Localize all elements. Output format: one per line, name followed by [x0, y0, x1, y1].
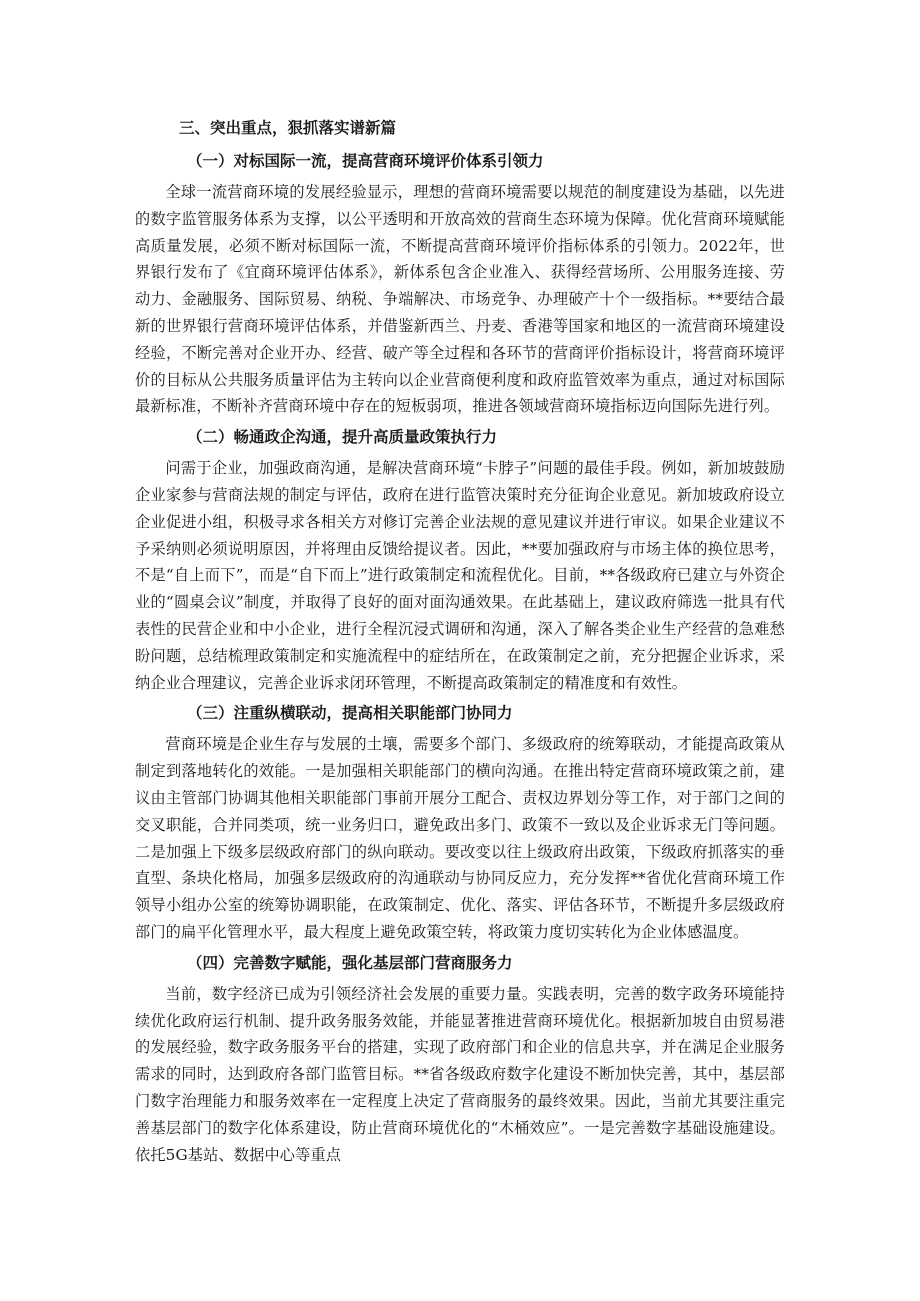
- subsection-2-title: （二）畅通政企沟通，提升高质量政策执行力: [187, 428, 498, 447]
- subsection-1-paragraph: 全球一流营商环境的发展经验显示，理想的营商环境需要以规范的制度建设为基础，以先进的数字监管服务体系为支撑，以公平透明和开放高效的营商生态环境为保障。优化营商环境赋能高质量发展，必须不断对标国际一流，不断提高营商环境评价指标体系的引领力。2022年，世界银行发布了《宜商环境评估体系》，新体系包含企业准入、获得经营场所、公用服务连接、劳动力、金融服务、国际贸易、纳税、争端解决、市场竞争、办理破产十个一级指标。**要结合最新的世界银行营商环境评估体系，并借鉴新西兰、丹麦、香港等国家和地区的一流营商环境建设经验，不断完善对企业开办、经营、破产等全过程和各环节的营商评价指标设计，将营商环境评价的目标从公共服务质量评估为主转向以企业营商便利度和政府监管效率为重点，通过对标国际最新标准，不断补齐营商环境中存在的短板弱项，推进各领域营商环境指标迈向国际先进行列。: [135, 183, 785, 416]
- subsection-1-title: （一）对标国际一流，提高营商环境评价体系引领力: [187, 152, 544, 170]
- section-title: 三、突出重点，狠抓落实谱新篇: [179, 119, 397, 137]
- subsection-4-paragraph: 当前，数字经济已成为引领经济社会发展的重要力量。实践表明，完善的数字政务环境能持续优化政府运行机制、提升政务服务效能，并能显著推进营商环境优化。根据新加坡自由贸易港的发展经验，数字政务服务平台的搭建，实现了政府部门和企业的信息共享，并在满足企业服务需求的同时，达到政府各部门监管目标。**省各级政府数字化建设不断加快完善，其中，基层部门数字治理能力和服务效率在一定程度上决定了营商服务的最终效果。因此，当前尤其要注重完善基层部门的数字化体系建设，防止营商环境优化的“木桶效应”。一是完善数字基础设施建设。依托5G基站、数据中心等重点: [135, 984, 785, 1164]
- subsection-2-paragraph: 问需于企业，加强政商沟通，是解决营商环境“卡脖子”问题的最佳手段。例如，新加坡鼓励企业家参与营商法规的制定与评估，政府在进行监管决策时充分征询企业意见。新加坡政府设立企业促进小组，积极寻求各相关方对修订完善企业法规的意见建议并进行审议。如果企业建议不予采纳则必须说明原因，并将理由反馈给提议者。因此，**要加强政府与市场主体的换位思考，不是“自上而下”，而是“自下而上”进行政策制定和流程优化。目前，**各级政府已建立与外资企业的“圆桌会议”制度，并取得了良好的面对面沟通效果。在此基础上，建议政府筛选一批具有代表性的民营企业和中小企业，进行全程沉浸式调研和沟通，深入了解各类企业生产经营的急难愁盼问题，总结梳理政策制定和实施流程中的症结所在，在政策制定之前，充分把握企业诉求，采纳企业合理建议，完善企业诉求闭环管理，不断提高政策制定的精准度和有效性。: [135, 459, 785, 692]
- subsection-3-paragraph: 营商环境是企业生存与发展的土壤，需要多个部门、多级政府的统筹联动，才能提高政策从制定到落地转化的效能。一是加强相关职能部门的横向沟通。在推出特定营商环境政策之前，建议由主管部门协调其他相关职能部门事前开展分工配合、责权边界划分等工作，对于部门之间的交叉职能，合并同类项，统一业务归口，避免政出多门、政策不一致以及企业诉求无门等问题。二是加强上下级多层级政府部门的纵向联动。要改变以往上级政府出政策，下级政府抓落实的垂直型、条块化格局，加强多层级政府的沟通联动与协同反应力，充分发挥**省优化营商环境工作领导小组办公室的统筹协调职能，在政策制定、优化、落实、评估各环节，不断提升多层级政府部门的扁平化管理水平，最大程度上避免政策空转，将政策力度切实转化为企业体感温度。: [135, 735, 785, 941]
- subsection-4-title: （四）完善数字赋能，强化基层部门营商服务力: [187, 953, 513, 972]
- document-page: [135, 113, 785, 1168]
- subsection-3-title: （三）注重纵横联动，提高相关职能部门协同力: [187, 704, 513, 723]
